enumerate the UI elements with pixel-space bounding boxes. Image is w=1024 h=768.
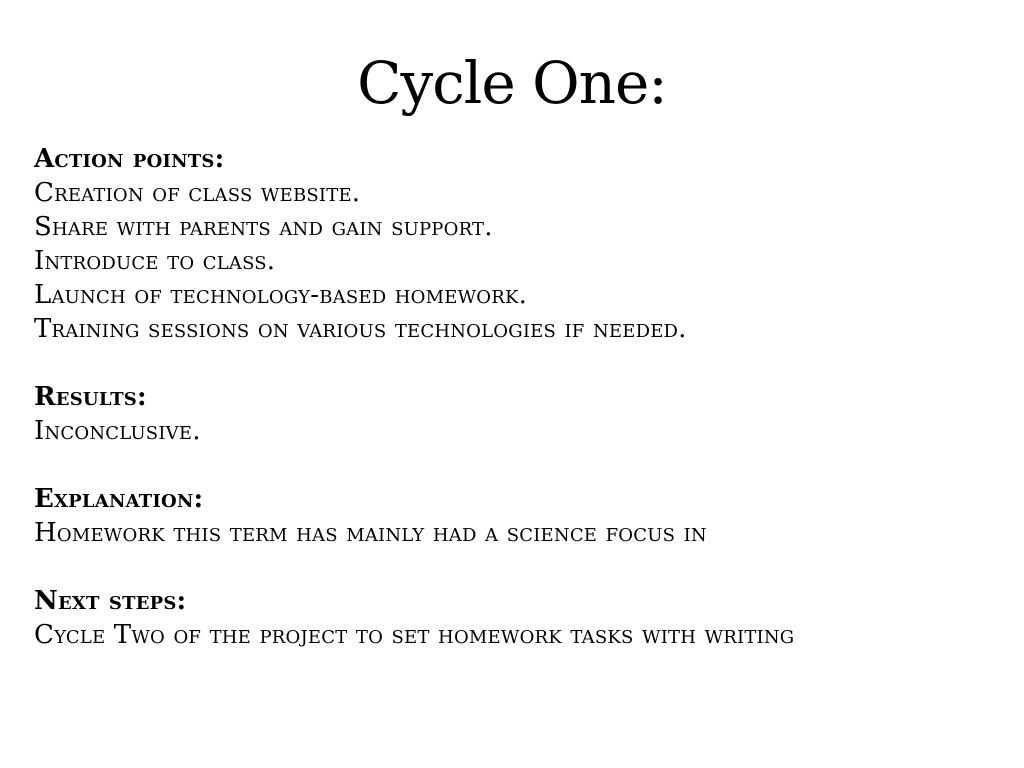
- explanation-section: [34, 482, 1004, 550]
- action-points-heading: Action points:: [34, 144, 225, 174]
- results-heading: Results:: [34, 382, 147, 412]
- next-steps-text: Cycle Two of the project to set homework tasks with writing: [34, 620, 795, 650]
- explanation-text: Homework this term has mainly had a science focus in: [34, 518, 707, 548]
- action-point-item: Introduce to class.: [34, 246, 276, 276]
- slide-title: Cycle One:: [357, 49, 667, 117]
- action-points-section: [34, 142, 1004, 346]
- results-section: [34, 380, 1004, 448]
- slide-content: [34, 142, 1004, 652]
- action-point-item: Creation of class website.: [34, 178, 361, 208]
- action-point-item: Launch of technology-based homework.: [34, 280, 528, 310]
- next-steps-heading: Next steps:: [34, 586, 187, 616]
- results-text: Inconclusive.: [34, 416, 201, 446]
- action-point-item: Share with parents and gain support.: [34, 212, 493, 242]
- next-steps-section: [34, 584, 1004, 652]
- explanation-heading: Explanation:: [34, 484, 204, 514]
- action-point-item: Training sessions on various technologies if needed.: [34, 314, 687, 344]
